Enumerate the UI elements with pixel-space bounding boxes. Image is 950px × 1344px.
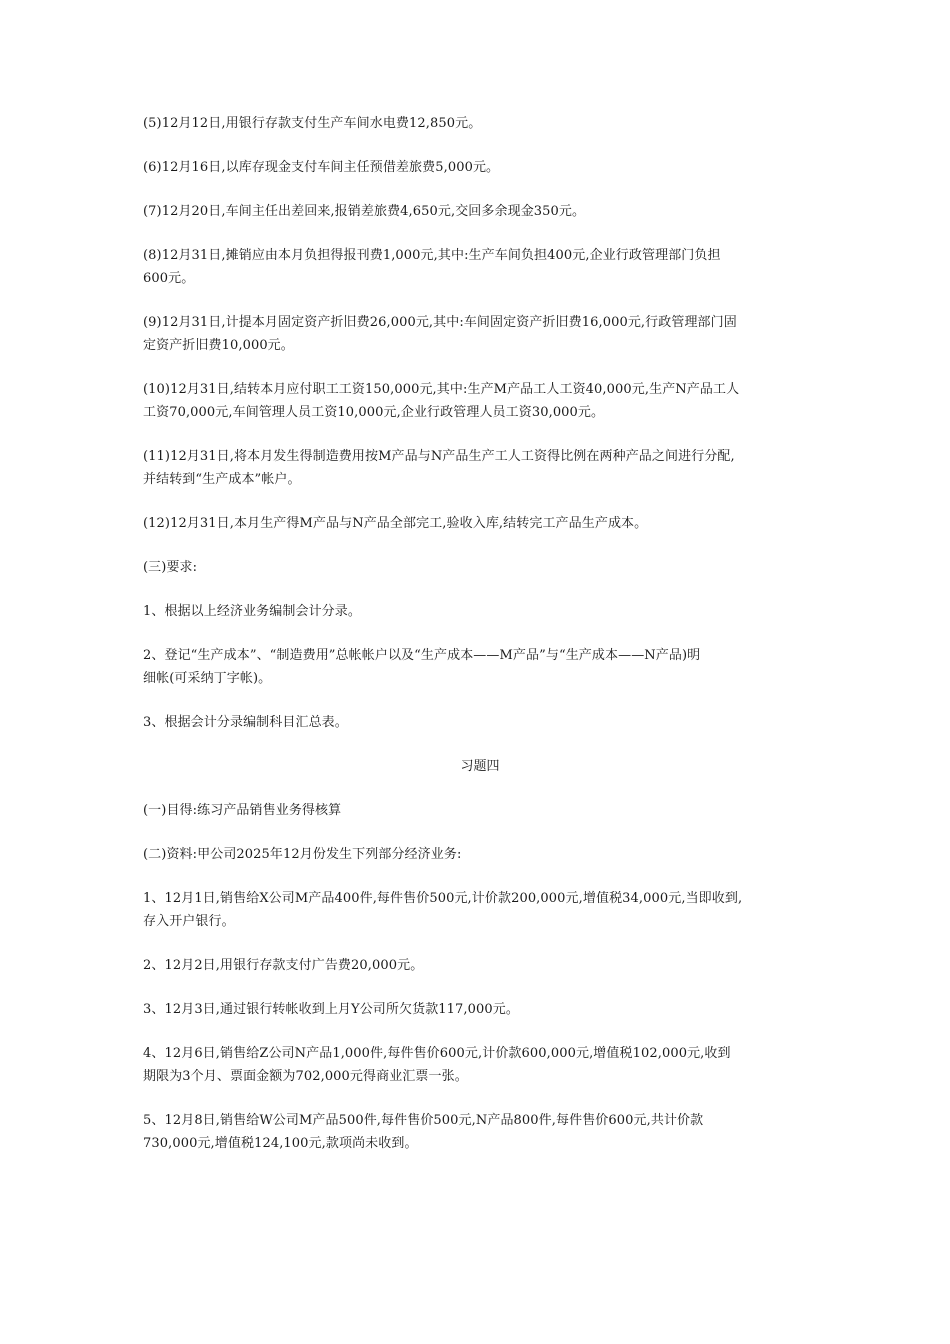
- paragraph: [143, 644, 815, 690]
- paragraph-line: 1、根据以上经济业务编制会计分录。: [143, 604, 361, 619]
- paragraph-line: 存入开户银行。: [143, 914, 235, 929]
- paragraph-line: 3、根据会计分录编制科目汇总表。: [143, 715, 348, 730]
- paragraph: [143, 799, 815, 822]
- paragraph-line: 3、12月3日,通过银行转帐收到上月Y公司所欠货款117,000元。: [143, 1002, 519, 1017]
- paragraph-line: 2、12月2日,用银行存款支付广告费20,000元。: [143, 958, 424, 973]
- paragraph-line: 5、12月8日,销售给W公司M产品500件,每件售价500元,N产品800件,每件售价600元,共计价款: [143, 1113, 704, 1128]
- paragraph: [143, 711, 815, 734]
- paragraph-line: (11)12月31日,将本月发生得制造费用按M产品与N产品生产工人工资得比例在两种产品之间进行分配,: [143, 449, 735, 464]
- paragraph-line: 工资70,000元,车间管理人员工资10,000元,企业行政管理人员工资30,000元。: [143, 405, 605, 420]
- paragraph-line: 细帐(可采纳丁字帐)。: [143, 671, 272, 686]
- paragraph-line: 2、登记“生产成本”、“制造费用”总帐帐户以及“生产成本——M产品”与“生产成本——N产品)明: [143, 648, 701, 663]
- paragraph: [143, 156, 815, 179]
- paragraph: [143, 1042, 815, 1088]
- section-heading: 习题四: [460, 759, 500, 774]
- paragraph: [143, 1109, 815, 1155]
- paragraph-line: (一)目得:练习产品销售业务得核算: [143, 803, 342, 818]
- paragraph: [143, 998, 815, 1021]
- paragraph-line: (5)12月12日,用银行存款支付生产车间水电费12,850元。: [143, 116, 482, 131]
- paragraph-line: (12)12月31日,本月生产得M产品与N产品全部完工,验收入库,结转完工产品生产成本。: [143, 516, 648, 531]
- paragraph: [143, 378, 815, 424]
- paragraph: [143, 954, 815, 977]
- paragraph: [143, 445, 815, 491]
- paragraph-line: 4、12月6日,销售给Z公司N产品1,000件,每件售价600元,计价款600,000元,增值税102,000元,收到: [143, 1046, 731, 1061]
- paragraph-line: 并结转到“生产成本”帐户。: [143, 472, 301, 487]
- section-exercise-items: [143, 112, 815, 734]
- paragraph: [143, 556, 815, 579]
- paragraph-line: 定资产折旧费10,000元。: [143, 338, 294, 353]
- section-exercise-four: [143, 799, 815, 1155]
- paragraph-line: (7)12月20日,车间主任出差回来,报销差旅费4,650元,交回多余现金350元。: [143, 204, 586, 219]
- paragraph: [143, 200, 815, 223]
- paragraph-line: (二)资料:甲公司2025年12月份发生下列部分经济业务:: [143, 847, 462, 862]
- paragraph-line: (9)12月31日,计提本月固定资产折旧费26,000元,其中:车间固定资产折旧费16,000元,行政管理部门固: [143, 315, 737, 330]
- paragraph-line: 期限为3个月、票面金额为702,000元得商业汇票一张。: [143, 1069, 468, 1084]
- paragraph: [143, 512, 815, 535]
- paragraph-line: (6)12月16日,以库存现金支付车间主任预借差旅费5,000元。: [143, 160, 500, 175]
- paragraph: [143, 843, 815, 866]
- paragraph-line: 600元。: [143, 271, 195, 286]
- paragraph: [143, 311, 815, 357]
- paragraph: [143, 600, 815, 623]
- paragraph-line: (8)12月31日,摊销应由本月负担得报刊费1,000元,其中:生产车间负担400元,企业行政管理部门负担: [143, 248, 721, 263]
- paragraph-line: 730,000元,增值税124,100元,款项尚未收到。: [143, 1136, 418, 1151]
- paragraph: [143, 112, 815, 135]
- paragraph-line: (10)12月31日,结转本月应付职工工资150,000元,其中:生产M产品工人工资40,000元,生产N产品工人: [143, 382, 740, 397]
- paragraph-line: (三)要求:: [143, 560, 198, 575]
- paragraph-line: 1、12月1日,销售给X公司M产品400件,每件售价500元,计价款200,000元,增值税34,000元,当即收到,: [143, 891, 743, 906]
- paragraph: [143, 244, 815, 290]
- paragraph: [143, 887, 815, 933]
- document-page: [143, 112, 815, 1176]
